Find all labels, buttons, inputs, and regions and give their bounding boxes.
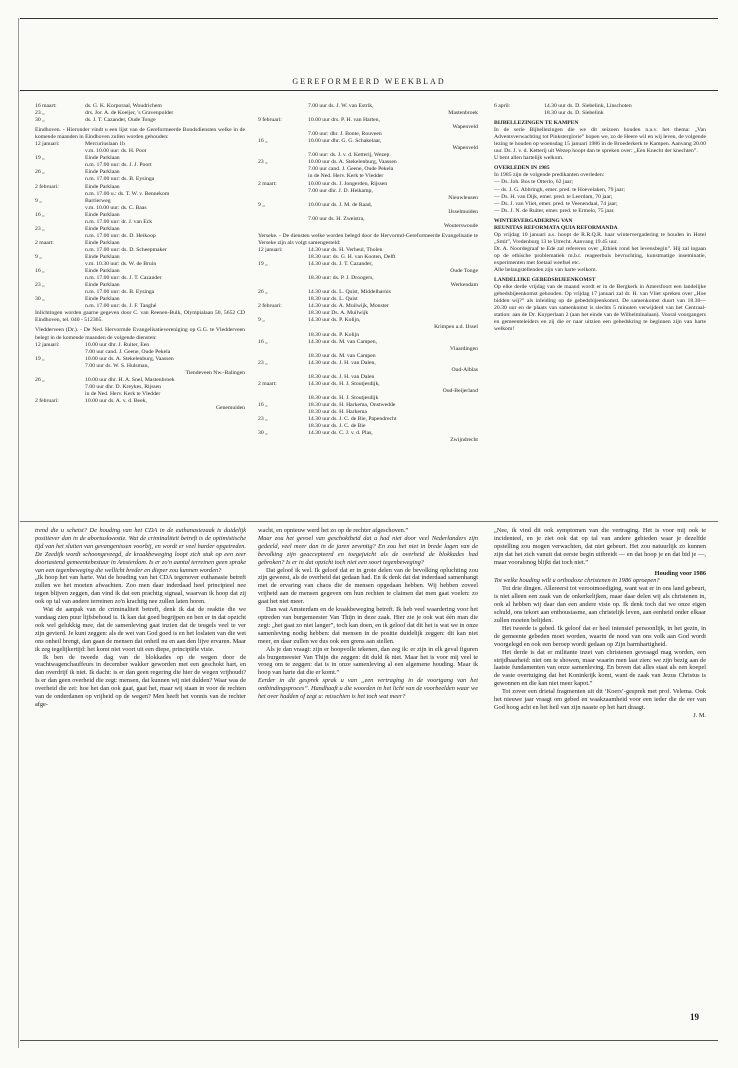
schedule-date [35, 391, 85, 398]
schedule-row [35, 342, 245, 349]
schedule-entry: 7.00 uur dhr. J. D. Heikamp, [308, 187, 373, 194]
schedule-entry: 18.30 uur ds. P. Kolijn [308, 331, 360, 338]
subheading-houding: Houding voor 1986 [654, 569, 706, 577]
schedule-entry: n.m. 17.00 uur: ds. B. Eysinga [85, 289, 155, 296]
schedule-entry: Einde Parklaan [85, 211, 120, 218]
schedule-place: IJsselmuiden [448, 208, 478, 215]
schedule-entry: Einde Parklaan [85, 268, 120, 275]
schedule-entry: 7.00 uur ds. W. S. Hulsman, [85, 362, 149, 369]
schedule-row [258, 416, 478, 423]
schedule-date [258, 103, 308, 110]
schedule-row [35, 226, 245, 233]
interview-question: trend die u schetst? De houding van het CDA in de euthanasiezaak is duidelijk positiever dan in de abortuskwestie. Wat de criminaliteit betreft is de optimistische tijd van het sluiten van gevangenissen voorbij, en wordt er veel harder opgetreden. De Zeedijk wordt schoongeveegd, de kraakbeweging loopt zich stuk op een zeer doortastend gemeentebestuur in Amsterdam. Is er zo'n aantal terreinen geen sprake van een tegenbeweging die wellicht breder en dieper zou kunnen worden? [35, 527, 246, 574]
schedule-date: 30 „ [35, 296, 45, 303]
schedule-place: Oud-Beijerland [442, 387, 478, 394]
schedule-entry: 18.30 uur: ds. G. H. van Kooten, Delft [308, 253, 396, 260]
schedule-date [35, 261, 85, 268]
vledderveen-schedule [35, 342, 245, 412]
schedule-entry: 7.00 uur: dhr. J. Bonte, Rouveen [308, 131, 382, 138]
schedule-row [258, 173, 478, 180]
interview-answer: Dan wat Amsterdam en de kraakbeweging betreft. Ik heb veel waardering voor het optreden van burgemeester Van Thijn in deze zaak. Hier zie je ook wat één man die zegt: „het gaat zo niet langer”, toch kan doen, en ik geloof dat dit het is wat we in onze samenleving nodig hebben: dat mensen in de positie duidelijk zeggen: dit kan niet meer, en daar zullen we dus ook een grens aan stellen. [258, 606, 478, 645]
schedule-entry: Mercuriuslaan 1b [85, 141, 125, 148]
schedule-row [35, 268, 245, 275]
schedule-date: 12 januari: [35, 141, 60, 148]
schedule-place: Werkendam [450, 282, 478, 289]
schedule-date: 19 „ [258, 261, 268, 268]
schedule-row [258, 166, 478, 173]
eindhoven-schedule [35, 141, 245, 310]
schedule-date [258, 188, 308, 195]
schedule-row [258, 339, 478, 346]
interview-answer: Wat de aanpak van de criminaliteit betreft, denk ik dat de reaktie die we vandaag zien puur lijfsbehoud is. Ik kan dat goed begrijpen en ben er in dat opzicht ook wel gelukkig mee, dat de samenleving gaat inzien dat de teugels veel te ver zijn gevierd. Je kunt zeggen: als de wet van God goed is en het loslaten van die wet ons onheil brengt, dan gaan de mensen dat onheil nu en aan den lijve ervaren. Maar ik zeg tegelijkertijd: het komt niet voort uit een diepe, principiële visie. [35, 606, 246, 653]
article-column-1 [35, 527, 246, 709]
schedule-row [258, 159, 478, 166]
schedule-date [35, 275, 85, 282]
author-initials: J. M. [693, 711, 706, 719]
schedule-row [258, 381, 478, 388]
schedule-entry: 14.30 uur ds. C. J. v. d. Plas, [308, 430, 373, 437]
schedule-entry: 14.30 uur ds. L. Quist, Middelharnis [308, 289, 391, 296]
interview-question: Eerder in dit gesprek sprak u van „een vertraging in de voortgang van het ontbindingsproces”. Handhaaft u die woorden in het licht van de voorbeelden waar we het over hadden of zegt u: misschien is het toch wat meer? [258, 677, 478, 701]
schedule-entry: n.m. 17.00 uur: ds. D. Scheepmaker [85, 246, 167, 253]
schedule-row [258, 289, 478, 296]
schedule-date [258, 409, 308, 416]
schedule-date: 2 maart: [258, 180, 277, 187]
schedule-date [35, 162, 85, 169]
schedule-entry: 7.00 uur: ds. J. v. d. Ketterij, Wezep [308, 152, 390, 159]
schedule-row [258, 303, 478, 310]
overleden-item: — Ds. J. N. de Ruiter, emer. pred. te Ermelo, 75 jaar. [494, 207, 615, 214]
schedule-row [258, 152, 478, 159]
schedule-row [35, 303, 245, 310]
schedule-place: Tiendeveen Nw.-Balingen [185, 369, 245, 376]
schedule-date [258, 353, 308, 360]
schedule-date [258, 131, 308, 138]
schedule-date [258, 254, 308, 261]
schedule-entry: n.m. 17.00 uur: dr. J. van Eck [85, 218, 153, 225]
schedule-row [258, 254, 478, 261]
schedule-row [258, 310, 478, 317]
winter-paragraph: Alle belangstellenden zijn van harte welkom. [494, 267, 597, 274]
schedule-date: 26 „ [35, 376, 45, 383]
schedule-date [258, 152, 308, 159]
schedule-date: 12 januari: [35, 341, 60, 348]
schedule-row [35, 212, 245, 219]
schedule-entry: 7.00 uur cand. J. Geene, Oude Pekela [308, 166, 394, 173]
schedule-row [258, 188, 478, 195]
schedule-date: 26 „ [258, 289, 268, 296]
schedule-row [35, 296, 245, 303]
schedule-place: Vlaardingen [449, 345, 478, 352]
schedule-row [258, 103, 478, 110]
schedule-entry: Einde Parklaan [85, 239, 120, 246]
schedule-date [258, 374, 308, 381]
schedule-date: 23 „ [258, 359, 268, 366]
schedule-date [258, 395, 308, 402]
schedule-row [258, 374, 478, 381]
schedule-place: Genemuiden [215, 404, 245, 411]
schedule-date: 23 „ [258, 159, 268, 166]
bijbellezingen-text: In de serie Bijbellezingen die we dit seizoen houden n.a.v. het thema: „Van Adventsverwachting tot Pinksterglorie” hopen we, zo de Heere wil en wij leven, de volgende lezing te houden op woensdag 15 januari 1986 in de Broederkerk te Kampen. Aanvang 20.00 uur. Ds. J. v. d. Ketterij uit Wezep hoopt dan te spreken over: „Een Knecht der knechten”. [494, 127, 707, 155]
schedule-entry: v.m. 10.00 uur: ds. C. Baas [85, 204, 147, 211]
schedule-date [35, 219, 85, 226]
schedule-date: 12 januari: [258, 246, 283, 253]
schedule-row [35, 261, 245, 268]
schedule-row [35, 191, 245, 198]
top-rule [20, 18, 718, 19]
schedule-entry: Einde Parklaan [85, 183, 120, 190]
schedule-row [258, 402, 478, 409]
left-margin-rule [18, 18, 19, 1048]
schedule-row [35, 356, 245, 363]
schedule-date [258, 166, 308, 173]
schedule-entry: 10.00 uur ds. J. Jongerden, Rijssen [308, 180, 388, 187]
schedule-entry: 18.30 uur ds. H. Harkema, Onstwedde [308, 401, 396, 408]
schedule-date: 16 „ [258, 338, 268, 345]
schedule-entry: 10.00 uur ds. A. Stekelenburg, Vaassen [85, 355, 174, 362]
schedule-date [258, 275, 308, 282]
schedule-row [258, 138, 478, 145]
schedule-row [35, 363, 245, 370]
schedule-entry: 14.30 uur ds. J. H. van Dalen, [308, 359, 376, 366]
schedule-row [35, 275, 245, 282]
schedule-place: Mastenbroek [448, 110, 478, 117]
schedule-row [35, 233, 245, 240]
schedule-entry: in de Ned. Herv. Kerk te Vledder [85, 390, 161, 397]
schedule-date [35, 191, 85, 198]
schedule-entry: Einde Parklaan [85, 225, 120, 232]
schedule-date: 16 „ [35, 211, 45, 218]
schedule-entry: 10.00 uur ds. A. Stekelenburg, Vaassen [308, 159, 397, 166]
bottom-rule [20, 1040, 718, 1041]
schedule-row [35, 384, 245, 391]
schedule-date [258, 173, 308, 180]
schedule-date: 2 februari: [35, 183, 59, 190]
winter-paragraph: Dr. A. Noordegraaf te Ede zal refereren over „Ethiek rond het levensbegin”. Hij zal ingaan op de ethische problematiek m.b.t. reageerbuis bevruchting, kunstmatige inseminatie, experimenten met foetaal weefsel etc. [494, 245, 706, 266]
overleden-intro: In 1985 zijn de volgende predikanten overleden: [494, 172, 605, 179]
schedule-date [35, 247, 85, 254]
schedule-row [35, 176, 245, 183]
schedule-row: 23 „ drs. Jor. A. de Koeijer, 's Gravenpolder [35, 110, 174, 117]
interview-answer: Als je dan vraagt: zijn er hoopvolle tekenen, dan zeg ik: er zijn in elk geval figuren als burgemeester Van Thijn die zeggen: dit duld ik niet. Maar het is voor mij veel te vroeg om te zeggen: dat is in onze samenleving al een algemene houding. Maar ik hoop van harte dat die er komt.” [258, 645, 478, 677]
schedule-date: 2 februari: [35, 397, 59, 404]
schedule-entry: 10.00 uur ds. J. M. de Raad, [308, 201, 372, 208]
interview-answer: „Ik hoop het van harte. Wat de houding van het CDA tegenover euthanasie betreft zullen we het moeten afwachten. Zoo men daar inderdaad heel principieel nee tegen blijven zeggen, dan vind ik dat een prachtig signaal, waarvan ik hoop dat zij ook op tal van andere terreinen zo'n krachtig nee zullen laten horen. [35, 574, 246, 606]
schedule-row [258, 216, 478, 223]
schedule-row [35, 219, 245, 226]
overleden-item: — ds. J. G. Abbringh, emer. pred. te Hoevelaken, 79 jaar; [494, 186, 625, 193]
interview-answer: Tot drie dingen. Allereerst tot verootmoediging, want wat er in ons land gebeurt, is niet alleen een zaak van de onkerkelijken, maar daar delen wij als christenen in, ook al hebben wij daar dan een andere visie op. Ik denk toch dat we onze eigen schuld, ons tekort aan enthousiasme, aan christelijk leven, aan eenheid onder elkaar zullen moeten belijden. [494, 585, 706, 624]
vledderveen-schedule-continued [258, 103, 478, 230]
yerseke-intro: Yerseke. - De diensten welke worden belegd door de Hervormd-Gereformeerde Evangelisatie te Yerseke zijn als volgt samengesteld: [258, 232, 478, 246]
article-column-3 [494, 527, 706, 720]
schedule-row [35, 148, 245, 155]
schedule-entry: n.m. 17.00 uur: ds. B. Eysinga [85, 176, 155, 183]
section-heading-overleden: OVERLEDEN IN 1985 [494, 165, 550, 172]
schedule-row [35, 240, 245, 247]
schedule-date: 16 „ [35, 268, 45, 275]
schedule-row [258, 353, 478, 360]
schedule-row [35, 155, 245, 162]
schedule-entry: 7.00 uur dhr. D. Kreykes, Rijssen [85, 383, 161, 390]
schedule-date: 30 „ [258, 430, 268, 437]
schedule-entry: Einde Parklaan [85, 155, 120, 162]
schedule-row [35, 205, 245, 212]
schedule-entry: 10.00 uur dhr. H. A. Snel, Mastenbroek [85, 376, 175, 383]
preacher-list-top [35, 103, 245, 124]
schedule-place: Wapenveld [452, 124, 478, 131]
schedule-date: 26 „ [35, 169, 45, 176]
schedule-date: 2 maart: [258, 380, 277, 387]
schedule-entry: n.m. 17.00 uur: ds. J. T. Cazander [85, 275, 162, 282]
schedule-place: Nieuwleusen [448, 194, 478, 201]
section-heading-bijbellezingen: BIJBELLEZINGEN TE KAMPEN [494, 120, 579, 127]
bijbellezingen-welcome: U bent allen hartelijk welkom. [494, 155, 564, 162]
schedule-row [258, 409, 478, 416]
schedule-row [258, 275, 478, 282]
schedule-row [35, 377, 245, 384]
schedule-entry: v.m. 10.00 uur: ds. H. Poot [85, 148, 147, 155]
schedule-date: 2 februari: [258, 303, 282, 310]
schedule-row: 30 „ ds. J. T. Cazander, Oude Tonge [35, 117, 156, 124]
interview-answer: Ik ben de tweede dag van de blokkades op de wegen door de vrachtwagenchauffeurs in december wakker geworden met een geschokt hart, en dan overdrijf ik niet. Ik dacht: is er dan geen regering die hier de wegen vrijhoudt? Is er dan geen overheid die zegt: mensen, dat kunnen wij niet dulden? Waar was de overheid die zei: hoe het dan ook gaat, gaat het, maar wij staan in voor de rechten van de onderdanen op vrijheid op de wegen? Men heeft het vonnis van de rechter afge- [35, 653, 246, 708]
closing-paragraph: Tot zover een drietal fragmenten uit dit ‘Koers’-gesprek met prof. Velema. Ook het nieuwe jaar vraagt om gebed en waakzaamheid voor een ieder die de eer van God hoog acht en het heil van zijn naaste op het hart draagt. [494, 688, 706, 711]
interview-answer: „Nee, ik vind dit ook symptomen van die vertraging. Het is voor mij ook te incidenteel, en je ziet ook dat op tal van andere gebieden waar je dezelfde opstelling zou mogen verwachten, dat niet gebeurt. Het zou natuurlijk zo kunnen zijn dat het zich vanuit dat eerste begin uitbreidt — en dat hoop je en dat bid je —, maar vooralsnog blijkt dat toch niet.” [494, 527, 706, 566]
schedule-entry: 18.30 uur ds. J. H. van Dalen [308, 373, 375, 380]
schedule-entry: 10.00 uur dhr. J. Ruiter, Een [85, 341, 150, 348]
schedule-entry: Einde Parklaan [85, 253, 120, 260]
schedule-date [35, 363, 85, 370]
column-2 [258, 103, 478, 444]
schedule-entry: n.m. 17.00 uur: ds. D. Heikoop [85, 232, 156, 239]
schedule-place: Oud-Alblas [451, 366, 478, 373]
schedule-entry: 18.30 uur ds. J. C. de Bie [308, 423, 366, 430]
overleden-item: — Ds. J. van Vliet, emer. pred. te Veenendaal, 74 jaar; [494, 200, 618, 207]
schedule-row [35, 391, 245, 398]
schedule-entry: 10.00 uur drs. P. H. van Harten, [308, 117, 380, 124]
schedule-entry: 14.30 uur ds. H. J. Stoutjesdijk, [308, 380, 380, 387]
schedule-entry: 18.30 uur: ds. P. J. Droogers, [308, 275, 374, 282]
schedule-date: 9 „ [258, 201, 265, 208]
schedule-row [35, 184, 245, 191]
schedule-row [258, 360, 478, 367]
interview-question: Tot welke houding wilt u orthodoxe christenen in 1986 oproepen? [494, 577, 660, 585]
schedule-row [258, 202, 478, 209]
schedule-entry: 7.00 uur ds. J. W. van Estrik, [308, 103, 374, 109]
schedule-entry: 18.30 uur ds. H. J. Stoutjesdijk [308, 394, 379, 401]
schedule-date [35, 205, 85, 212]
eindhoven-intro: Eindhoven. - Hieronder vindt u een lijst van de Gereformeerde Bondsdiensten welke in de komende maanden in Eindhoven zullen worden gehouden: [35, 127, 245, 141]
schedule-row [35, 398, 245, 405]
schedule-row: 6 april: 14.30 uur ds. D. Siebelink, Linschoten [494, 103, 632, 109]
schedule-date: 9 „ [35, 253, 42, 260]
schedule-row: 18.30 uur ds. D. Siebelink [544, 110, 604, 117]
schedule-date: 23 „ [35, 225, 45, 232]
schedule-entry: 10.00 uur ds. A. v. d. Beek, [85, 397, 147, 404]
schedule-entry: 18.30 uur ds. M. van Campen [308, 352, 376, 359]
schedule-date: 19 „ [35, 155, 45, 162]
schedule-date [35, 384, 85, 391]
schedule-date [35, 289, 85, 296]
schedule-row [258, 131, 478, 138]
schedule-date: 9 februari: [258, 117, 282, 124]
schedule-date: 19 „ [35, 355, 45, 362]
schedule-entry: 18.30 uur Ds. A. Muilwijk [308, 310, 369, 317]
schedule-entry: 14.30 uur ds. A. Muilwijk, Monster [308, 303, 389, 310]
schedule-row [35, 247, 245, 254]
schedule-date: 16 „ [258, 401, 268, 408]
article-rule [20, 521, 718, 522]
section-heading-gebedsbijeenkomst: LANDELIJKE GEBEDSBIJEENKOMST [494, 277, 596, 284]
schedule-place: Zwijndrecht [450, 437, 478, 444]
schedule-entry: 14.30 uur ds. M. van Campen, [308, 338, 378, 345]
schedule-date: 2 maart: [35, 239, 54, 246]
schedule-row [258, 181, 478, 188]
schedule-entry: Barrierweg [85, 197, 111, 204]
schedule-entry: 10.00 uur dhr. G. G. Schakelaar, [308, 138, 382, 145]
running-header: GEREFORMEERD WEEKBLAD [292, 77, 446, 86]
schedule-entry: 14.30 uur ds. J. C. de Bie, Papendrecht [308, 416, 397, 423]
header-rule [20, 90, 718, 91]
schedule-place: Wapenveld [452, 145, 478, 152]
schedule-row [258, 430, 478, 437]
interview-answer: Het tweede is gebed. Ik geloof dat er heel intensief persoonlijk, in het gezin, in de gemeente gebeden moet worden, waarin de nood van ons volk aan God wordt voorgelegd en ook een beroep wordt gedaan op Zijn barmhartigheid. [494, 624, 706, 648]
schedule-entry: Einde Parklaan [85, 282, 120, 289]
schedule-row [258, 117, 478, 124]
schedule-date [258, 332, 308, 339]
interview-question: Maar zou het gevoel van geschoktheid dat u had niet door veel Nederlanders zijn gedeeld, veel meer dan in de jaren zeventig? En zou het niet in brede lagen van de bevolking zijn geaccepteerd en toegejuicht als de overheid de blokkades had gebroken? Is er in dat opzicht toch niet een soort tegenbeweging? [258, 534, 478, 566]
schedule-row [35, 349, 245, 356]
schedule-entry: 7.00 uur ds. H. Zweistra, [308, 215, 365, 222]
schedule-row [258, 423, 478, 430]
yerseke-schedule [258, 247, 478, 444]
schedule-entry: 7.00 uur cand. J. Geene, Oude Pekela [85, 348, 171, 355]
schedule-entry: 18.30 uur ds. H. Harkema [308, 409, 367, 416]
schedule-entry: n.m. 17.00 u.: ds. T. W. v. Bennekom [85, 190, 170, 197]
schedule-date: 23 „ [35, 282, 45, 289]
schedule-date [35, 303, 85, 310]
schedule-place: Wouterswoude [444, 222, 478, 229]
schedule-date: 9 „ [258, 317, 265, 324]
interview-answer: wacht, en opnieuw werd het zo op de rechter afgeschoven.” [258, 527, 409, 534]
schedule-entry: 18.30 uur ds. L. Quist [308, 296, 358, 303]
schedule-row [35, 282, 245, 289]
schedule-entry: Einde Parklaan [85, 296, 120, 303]
schedule-row [35, 169, 245, 176]
schedule-date: 23 „ [258, 416, 268, 423]
schedule-row [258, 261, 478, 268]
schedule-row [258, 296, 478, 303]
schedule-entry: n.m. 17.00 uur: ds. J. J. Poort [85, 162, 152, 169]
schedule-row [35, 162, 245, 169]
winter-paragraph: Op vrijdag 10 januari a.s. hoopt de R.R.Q.R. haar wintervergadering te houden in Hotel „Smit”, Vredenburg 13 te Utrecht. Aanvang 19.45 uur. [494, 231, 706, 245]
column-1 [35, 103, 245, 412]
overleden-item: — Ds. Joh. Bos te Otterlo, 62 jaar; [494, 179, 573, 186]
schedule-row [258, 395, 478, 402]
vledderveen-intro: Vledderveen (Dr.). - De Ned. Hervormde Evangelisatievereniging op G.G. te Vledderveen belegt in de komende maanden de volgende diensten: [35, 327, 245, 341]
gebedsbijeenkomst-text: Op elke derde vrijdag van de maand wordt er in de Bergkerk in Amersfoort een landelijke gebedsbijeenkomst gehouden. Op vrijdag 17 januari zal dr. H. van Vliet spreken over „Hoe bidden wij?” als inleiding op de gebedsbijeenkomst. De samenkomst duurt van 18.30—20.30 uur en de plaats van samenkomst is slechts 5 minuten verwijderd van het Centraal-station: aan de Dr. Kuyperlaan 2 (aan het einde van de Wilhelminalaan). Vooral voorgangers en gemeenteleiders en zij die er naar uitzien een gebedskring te beginnen zijn van harte welkom! [494, 284, 706, 333]
schedule-entry: in de Ned. Herv. Kerk te Vledder [308, 173, 384, 180]
interview-answer: Het derde is dat er militante inzet van christenen gevraagd mag worden, een strijdbaarheid: niet om te showen, maar waarin men laat zien: we zijn bezig aan de laatste fundamenten van onze samenleving. En boven dat alles staat als een koepel de vaste overtuiging dat het Koninkrijk komt, want de zaak van Jezus Christus is gewonnen en die kan niet meer kapot.” [494, 648, 706, 688]
schedule-row [35, 254, 245, 261]
schedule-row: 16 maart: ds. G. K. Korporaal, Woudrichem [35, 103, 162, 109]
page-number: 19 [690, 1012, 699, 1022]
schedule-row [258, 332, 478, 339]
column-3 [494, 103, 706, 333]
section-heading-wintervergadering: WINTERVERGADERING VAN [494, 217, 573, 224]
schedule-date [35, 233, 85, 240]
schedule-date [258, 310, 308, 317]
schedule-row [35, 198, 245, 205]
schedule-row [35, 289, 245, 296]
schedule-place: Oude Tonge [450, 268, 478, 275]
schedule-date [35, 148, 85, 155]
schedule-date [258, 216, 308, 223]
schedule-entry: 14.30 uur ds. P. Kolijn, [308, 317, 361, 324]
overleden-item: — Ds. H. van Dijk, emer. pred. te Leerdam, 70 jaar; [494, 193, 613, 200]
interview-answer: Dat geloof ik wel. Ik geloof dat er in grote delen van de bevolking opluchting zou zijn geweest, als de overheid dat gedaan had. En ik denk dat dat inderdaad samenhangt met de ervaring van chaos die de mensen opgedaan hebben. Wij hebben zoveel vrijheid aan de mensen gegeven om hun rechten te claimen dat men gaat voelen: zo gaat het niet meer. [258, 566, 478, 606]
schedule-entry: 14.30 uur ds. J. T. Cazander, [308, 261, 373, 268]
schedule-date [258, 423, 308, 430]
article-column-2 [258, 527, 478, 701]
schedule-entry: 14.30 uur ds. H. Verheul, Tholen [308, 246, 383, 253]
schedule-row [258, 317, 478, 324]
eindhoven-note: Inlichtingen worden gaarne gegeven door C. van Reenen-Bulk, Olympialaan 50, 5652 CD Eindhoven, tel. 040 - 512365. [35, 310, 245, 324]
schedule-date [35, 176, 85, 183]
schedule-entry: Einde Parklaan [85, 169, 120, 176]
schedule-place: Krimpen a.d. IJssel [434, 324, 478, 331]
schedule-date [35, 349, 85, 356]
schedule-row [35, 141, 245, 148]
schedule-date: 9 „ [35, 197, 42, 204]
section-heading-reunitas: REUNITAS REFORMATA QUIA REFORMANDA [494, 224, 618, 231]
schedule-row [258, 247, 478, 254]
schedule-entry: v.m. 10.30 uur: ds. W. de Bruin [85, 261, 157, 268]
schedule-date: 16 „ [258, 138, 268, 145]
schedule-entry: n.m. 17.00 uur: ds. J. F. Tanghé [85, 303, 157, 310]
